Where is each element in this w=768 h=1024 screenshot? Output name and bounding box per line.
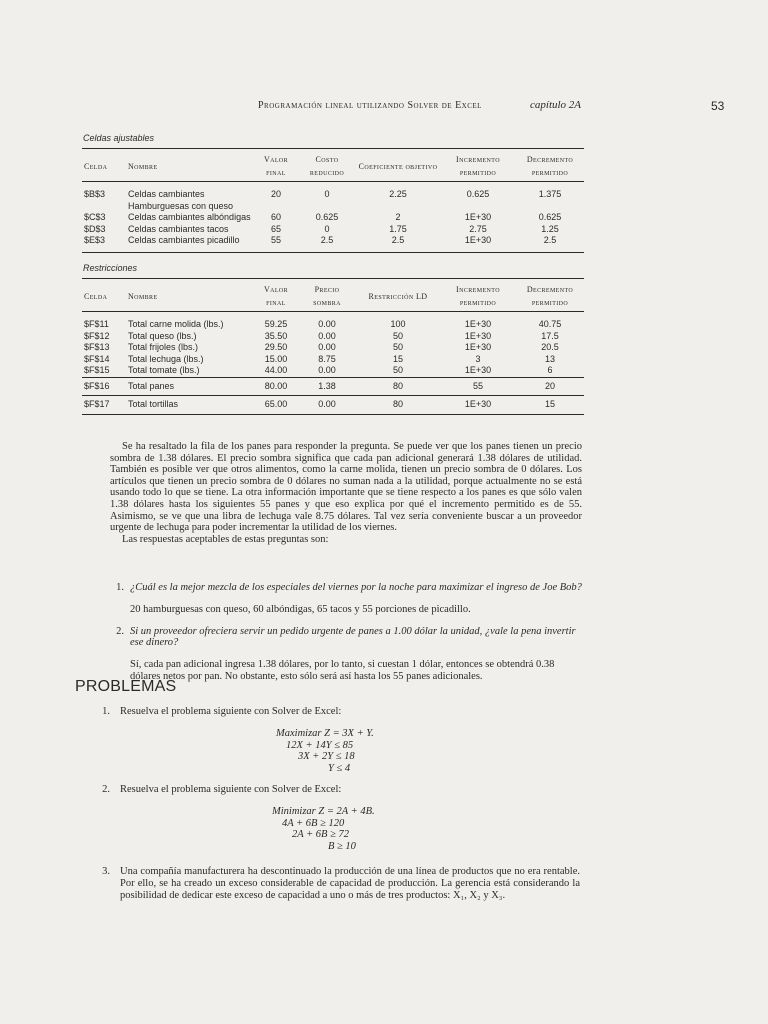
col-header: Precio sombra <box>298 279 356 312</box>
cell-value: 80 <box>356 377 440 396</box>
cell-value: 3 <box>475 353 481 364</box>
cell-value: 59.25 <box>264 319 288 329</box>
col-header: Restricción LD <box>356 279 440 312</box>
col-header: Celda <box>82 149 126 182</box>
explanation-paragraph: Se ha resaltado la fila de los panes para responder la pregunta. Se puede ver que los panes tienen un precio sombra de 1.38 dólares. El precio sombra significa que cada pan adicional generará 1.38 dólares de utilidad. También es posible ver que otros alimentos, como la carne molida, tienen un precio sombra de 0 dólares. Los artículos que tienen un precio sombra de 0 dólares no suman nada a la utilidad, porque actualmente no se está usando todo lo que se tiene. La otra información importante que se tiene respecto a los panes es que sólo valen 1.38 dólares hasta los siguientes 55 panes y que eso explica por qué el incremento permitido es de 55. Asimismo, se ve que una libra de lechuga vale 8.75 dólares. Tal vez sería conveniente buscar a un proveedor urgente de lechuga para poder incrementar la utilidad de los viernes. <box>110 441 582 534</box>
cell-name: Total panes <box>126 377 254 396</box>
cell-value: 1E+30 <box>464 212 492 222</box>
cell-value: 2.25 <box>389 189 407 199</box>
constraint-line: B ≥ 10 <box>328 840 356 852</box>
col-header: Decremento permitido <box>516 279 584 312</box>
cell-ref: $F$13 <box>84 342 110 352</box>
page-number: 53 <box>711 99 725 113</box>
cell-value: 20 <box>270 189 281 199</box>
table-row <box>82 182 584 213</box>
cell-value: 1E+30 <box>464 365 492 375</box>
cell-value: 15 <box>516 396 584 415</box>
cell-value: 2.5 <box>516 235 584 252</box>
table-row <box>82 224 584 236</box>
cell-value: 50 <box>392 365 403 375</box>
problem-item <box>92 866 584 901</box>
constraints-table <box>82 278 584 415</box>
constraint-line: 2A + 6B ≥ 72 <box>292 829 349 841</box>
cell-value: 2.5 <box>298 235 356 252</box>
cell-value: 0.00 <box>318 319 336 329</box>
cell-name: Total queso (lbs.) <box>128 330 197 341</box>
cell-ref: $F$14 <box>84 353 110 364</box>
question-text: ¿Cuál es la mejor mezcla de los especiales del viernes por la noche para maximizar el ingreso de Joe Bob? <box>130 581 582 593</box>
cell-ref: $F$16 <box>82 377 126 396</box>
cell-name: Total tortillas <box>126 396 254 415</box>
cell-value: 0.625 <box>466 189 490 199</box>
col-header: Decremento permitido <box>516 149 584 182</box>
problem-number: 1. <box>102 706 110 717</box>
cell-value: 13 <box>544 353 555 364</box>
cell-value: 44.00 <box>264 365 288 375</box>
cell-name: Celdas cambiantes tacos <box>128 223 229 234</box>
problem-text: Resuelva el problema siguiente con Solver de Excel: <box>120 706 342 717</box>
cell-value: 80.00 <box>254 377 298 396</box>
adjustable-cells-caption: Celdas ajustables <box>83 133 155 143</box>
answers-intro: Las respuestas aceptables de estas preguntas son: <box>122 533 329 545</box>
cell-value: 35.50 <box>264 330 288 341</box>
cell-value: 0.00 <box>318 342 336 352</box>
cell-value: 20.5 <box>541 342 559 352</box>
table-header-row <box>82 149 584 182</box>
cell-value: 1E+30 <box>464 342 492 352</box>
constraints-caption: Restricciones <box>83 263 138 273</box>
problem-item <box>92 706 584 718</box>
problem-text: Resuelva el problema siguiente con Solver de Excel: <box>120 784 342 795</box>
item-number: 1. <box>116 581 124 593</box>
cell-value: 17.5 <box>541 330 559 341</box>
problem-text: Una compañía manufacturera ha descontinuado la producción de una línea de productos que no era rentable. Por ello, se ha creado un exceso considerable de capacidad de producción. La gerencia está considerando la posibilidad de dedicar este exceso de capacidad a uno o más de tres productos: X₁, X₂ y X₃. <box>120 866 580 901</box>
constraint-line: Y ≤ 4 <box>328 762 351 774</box>
table-row <box>82 312 584 331</box>
col-header: Valor final <box>254 149 298 182</box>
cell-value: 2 <box>395 212 401 222</box>
col-header: Incremento permitido <box>440 149 516 182</box>
cell-value: 0.625 <box>315 212 339 222</box>
cell-value: 1.75 <box>389 223 407 234</box>
adjustable-cells-table <box>82 148 584 253</box>
cell-value: 50 <box>392 342 403 352</box>
cell-value: 0 <box>324 189 330 199</box>
answer-text: 20 hamburguesas con queso, 60 albóndigas, 65 tacos y 55 porciones de picadillo. <box>130 603 471 615</box>
cell-value: 0.625 <box>538 212 562 222</box>
table-row <box>82 365 584 377</box>
cell-ref: $E$3 <box>82 235 126 252</box>
table-row <box>82 331 584 343</box>
cell-value: 0.00 <box>318 330 336 341</box>
cell-value: 15 <box>392 353 403 364</box>
cell-value: 65 <box>270 223 281 234</box>
cell-name: Celdas cambiantes picadillo <box>126 235 254 252</box>
cell-value: 50 <box>392 330 403 341</box>
col-header: Coeficiente objetivo <box>356 149 440 182</box>
answers-list <box>110 571 582 683</box>
problem-number: 3. <box>102 866 110 877</box>
cell-value: 1.25 <box>541 223 559 234</box>
cell-value: 80 <box>356 396 440 415</box>
lp-model-2 <box>272 806 375 852</box>
explanation-block <box>110 441 582 545</box>
cell-value: 1.38 <box>298 377 356 396</box>
col-header: Celda <box>82 279 126 312</box>
table-row-highlighted <box>82 377 584 396</box>
cell-ref: $F$17 <box>82 396 126 415</box>
table-row <box>82 354 584 366</box>
constraint-line: 3X + 2Y ≤ 18 <box>298 751 355 763</box>
cell-name: Celdas cambiantes Hamburguesas con queso <box>128 189 234 211</box>
cell-name: Total lechuga (lbs.) <box>128 353 204 364</box>
cell-name: Celdas cambiantes albóndigas <box>128 212 251 222</box>
cell-value: 100 <box>390 319 406 329</box>
cell-value: 55 <box>254 235 298 252</box>
cell-ref: $F$11 <box>84 319 109 329</box>
table-row <box>82 396 584 415</box>
lp-model-1 <box>276 728 374 774</box>
cell-value: 6 <box>547 365 553 375</box>
cell-ref: $C$3 <box>84 212 106 222</box>
constraint-line: 12X + 14Y ≤ 85 <box>286 739 354 751</box>
cell-ref: $F$12 <box>84 330 110 341</box>
cell-value: 60 <box>270 212 281 222</box>
cell-value: 1E+30 <box>464 319 492 329</box>
cell-ref: $D$3 <box>84 223 106 234</box>
cell-value: 20 <box>516 377 584 396</box>
answer-text: Sí, cada pan adicional ingresa 1.38 dólares, por lo tanto, si cuestan 1 dólar, entonces se obtendrá 0.38 dólares netos por pan. No obstante, esto sólo será así hasta los 55 panes adicionales. <box>130 659 555 682</box>
table-row <box>82 342 584 354</box>
cell-value: 55 <box>440 377 516 396</box>
cell-value: 1.375 <box>538 189 562 199</box>
cell-value: 15.00 <box>264 353 288 364</box>
col-header: Costo reducido <box>298 149 356 182</box>
running-head: Programación lineal utilizando Solver de Excel <box>258 100 482 111</box>
cell-name: Total tomate (lbs.) <box>128 365 200 375</box>
answer-item <box>110 582 582 616</box>
cell-value: 40.75 <box>538 319 562 329</box>
cell-value: 1E+30 <box>440 235 516 252</box>
section-title: PROBLEMAS <box>75 678 177 695</box>
table-row <box>82 212 584 224</box>
table-row <box>82 235 584 252</box>
col-header: Nombre <box>126 149 254 182</box>
answer-item <box>110 626 582 683</box>
problem-item <box>92 784 584 796</box>
cell-name: Total carne molida (lbs.) <box>128 319 224 329</box>
chapter-label: capítulo 2A <box>530 99 582 111</box>
question-text: Si un proveedor ofreciera servir un pedido urgente de panes a 1.00 dólar la unidad, ¿vale la pena invertir ese dinero? <box>130 625 576 649</box>
cell-value: 8.75 <box>318 353 336 364</box>
col-header: Nombre <box>126 279 254 312</box>
cell-value: 65.00 <box>254 396 298 415</box>
cell-value: 1E+30 <box>464 330 492 341</box>
cell-name: Total frijoles (lbs.) <box>128 342 199 352</box>
cell-value: 0.00 <box>298 396 356 415</box>
cell-ref: $F$15 <box>84 365 110 375</box>
item-number: 2. <box>116 625 124 637</box>
cell-value: 2.75 <box>469 223 487 234</box>
cell-value: 0.00 <box>318 365 336 375</box>
cell-value: 29.50 <box>264 342 288 352</box>
cell-value: 0 <box>324 223 330 234</box>
cell-value: 1E+30 <box>440 396 516 415</box>
constraint-line: 4A + 6B ≥ 120 <box>282 817 345 829</box>
objective-function: Maximizar Z = 3X + Y. <box>276 728 374 739</box>
col-header: Valor final <box>254 279 298 312</box>
problem-number: 2. <box>102 784 110 795</box>
cell-ref: $B$3 <box>84 189 106 199</box>
objective-function: Minimizar Z = 2A + 4B. <box>272 806 375 817</box>
table-header-row <box>82 279 584 312</box>
col-header: Incremento permitido <box>440 279 516 312</box>
cell-value: 2.5 <box>356 235 440 252</box>
